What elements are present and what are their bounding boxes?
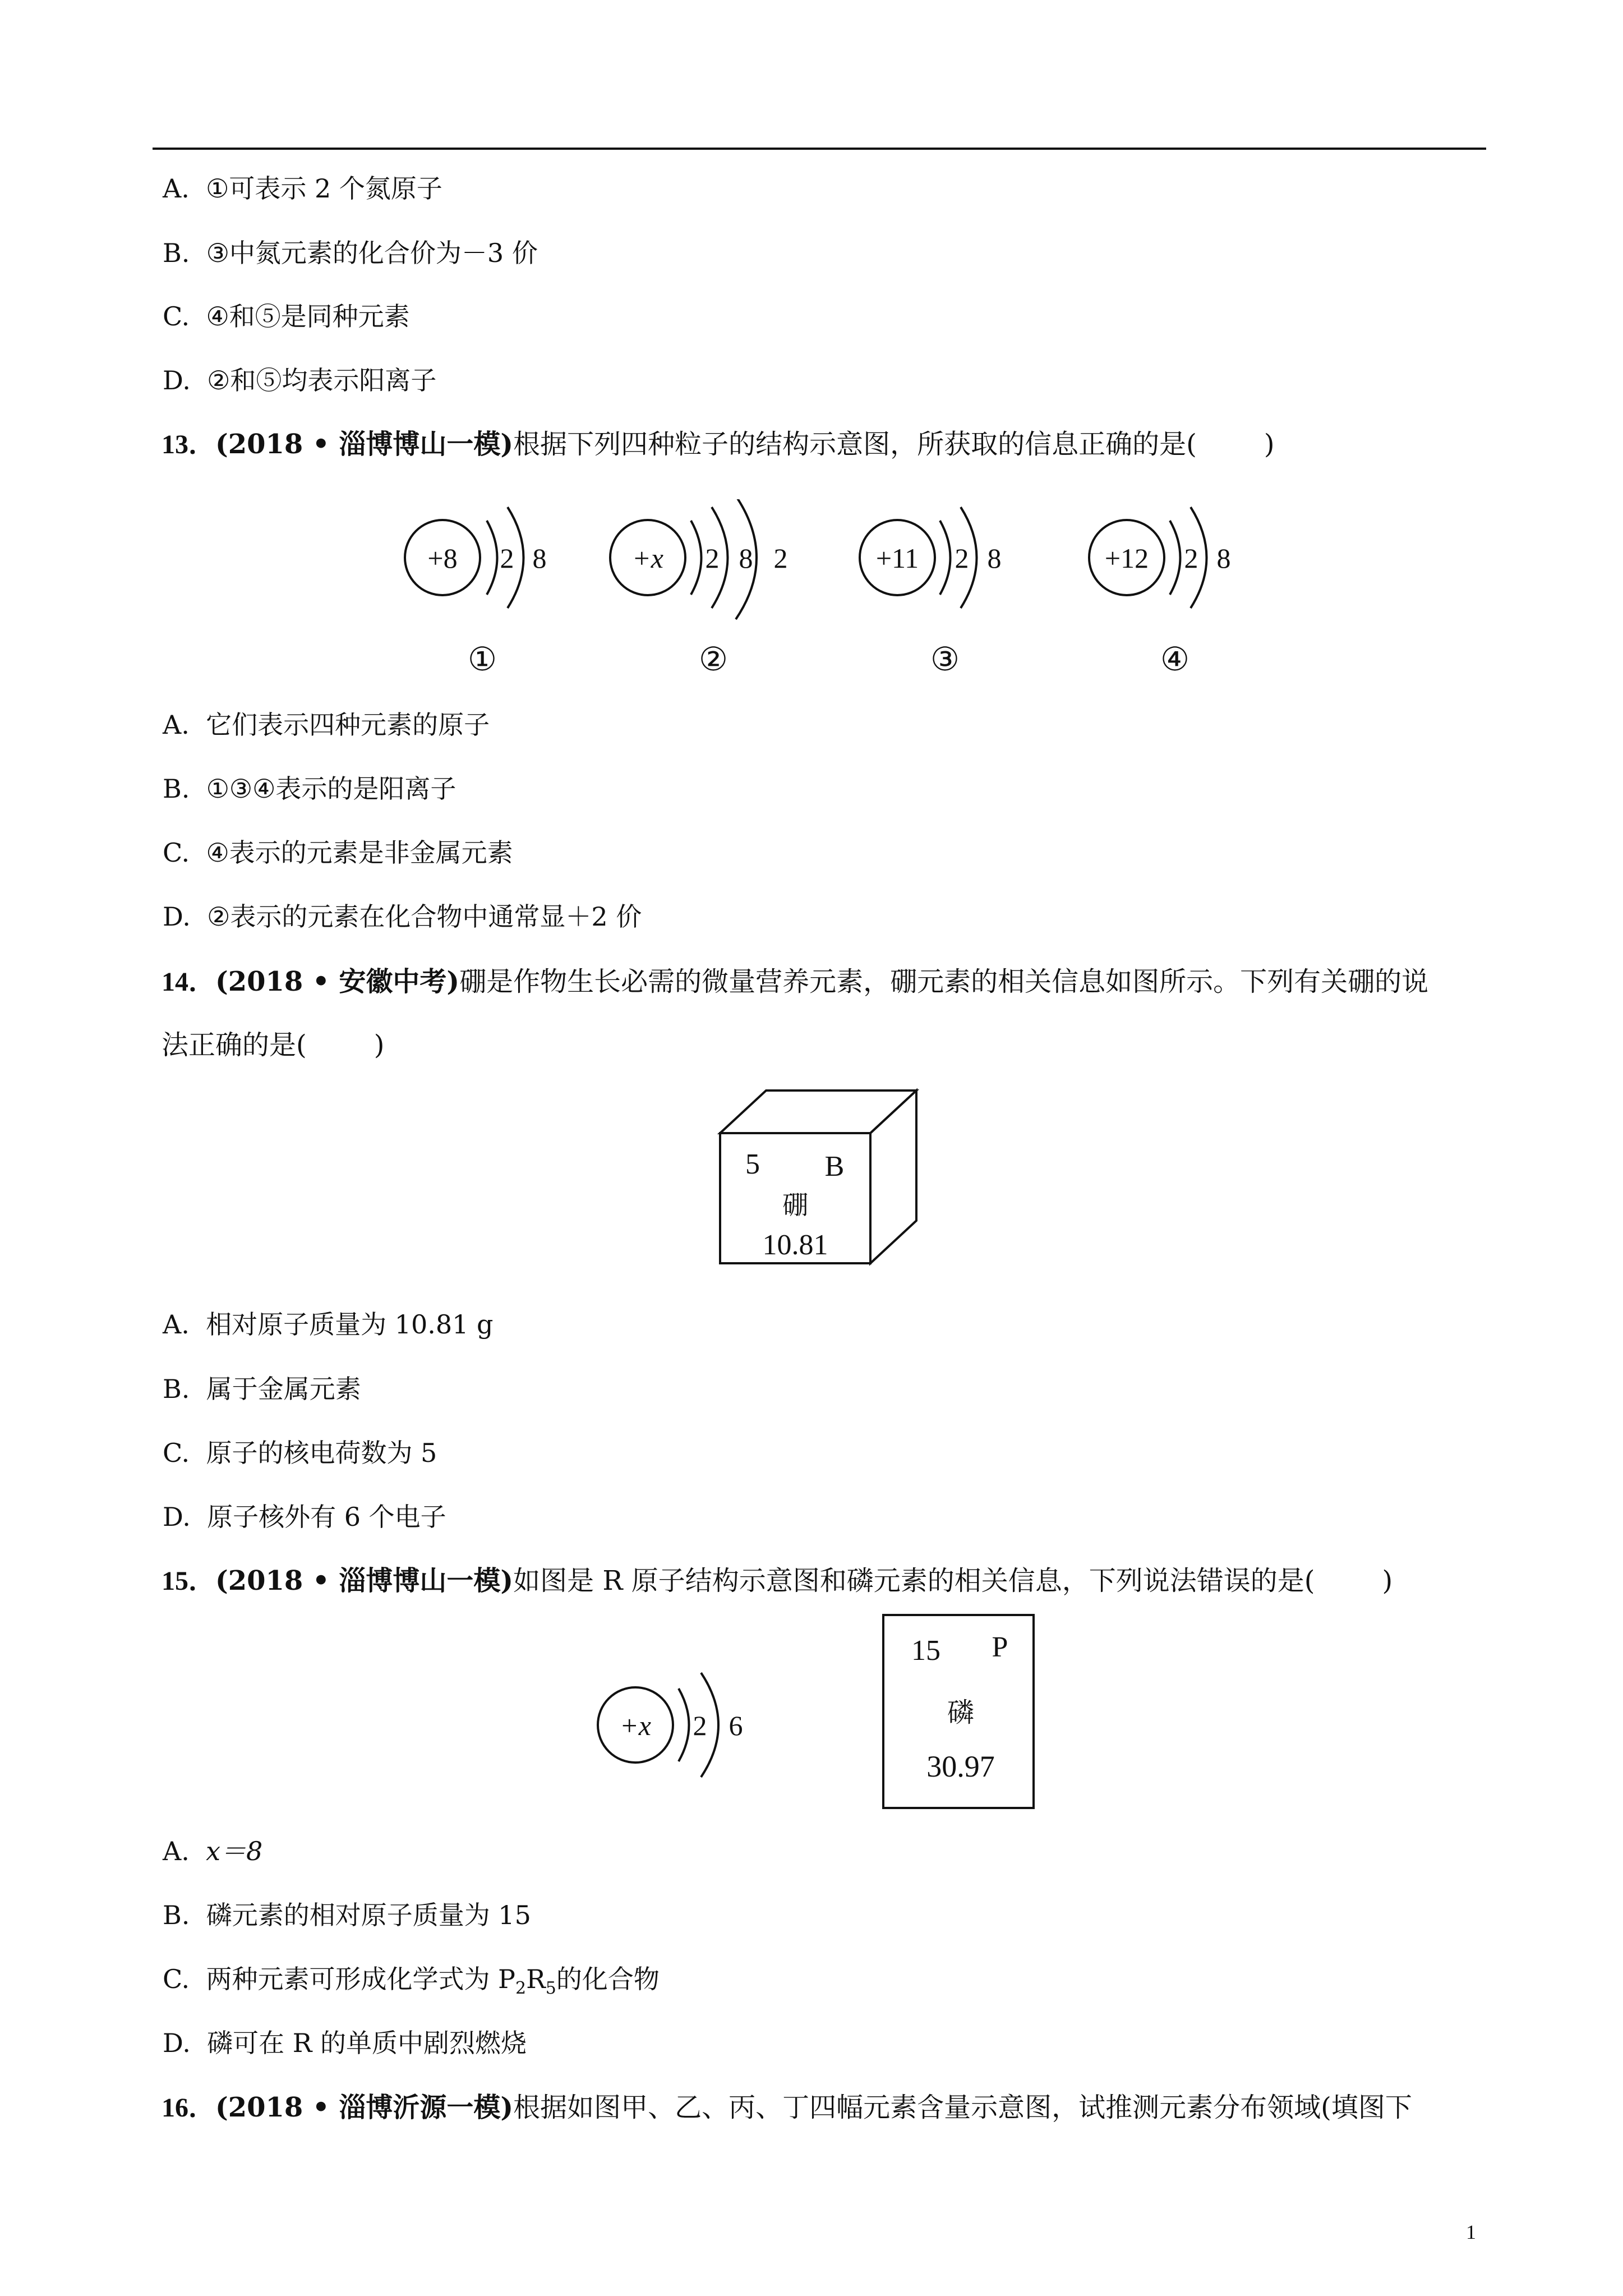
q13-p4-shell-2-count: 8 — [1216, 542, 1231, 574]
q13-p4-label: ④ — [1160, 641, 1189, 678]
q13-p1-shell-1 — [487, 521, 497, 595]
q14-option-c: C. 原子的核电荷数为 5 — [163, 1438, 437, 1468]
q15-phosphorus-card — [882, 1614, 1039, 1814]
q13-p2-label: ② — [699, 641, 728, 678]
q15-option-d: D. 磷可在 R 的单质中剧烈燃烧 — [163, 2028, 527, 2058]
q12-option-b: B. ③中氮元素的化合价为－3 价 — [163, 238, 538, 268]
q13-p3-shell-2-count: 8 — [987, 542, 1002, 574]
q12-option-c: C. ④和⑤是同种元素 — [163, 301, 410, 332]
phosphorus-name: 磷 — [947, 1698, 975, 1728]
q13-option-c: C. ④表示的元素是非金属元素 — [163, 838, 513, 868]
q15-shell-2-count: 6 — [728, 1710, 743, 1741]
q13-p1-label: ① — [468, 641, 497, 678]
q13-p3-label: ③ — [930, 641, 960, 678]
q13-p4-shell-1-count: 2 — [1184, 542, 1198, 574]
q13-option-a: A. 它们表示四种元素的原子 — [163, 710, 490, 740]
q15-stem: 15．(2018 • 淄博博山一模)如图是 R 原子结构示意图和磷元素的相关信息，下列说法错误的是( ) — [162, 1565, 1393, 1596]
page-number: 1 — [1466, 2221, 1476, 2243]
q13-option-d: D. ②表示的元素在化合物中通常显＋2 价 — [163, 901, 642, 932]
q15-atom-diagram — [589, 1604, 774, 1786]
phosphorus-atomic-number: 15 — [911, 1635, 940, 1667]
boron-atomic-number: 5 — [745, 1148, 760, 1180]
q13-p1-nucleus: +8 — [427, 542, 458, 574]
boron-symbol: B — [824, 1151, 845, 1182]
q14-option-a: A. 相对原子质量为 10.81 g — [163, 1309, 494, 1340]
q15-option-b: B. 磷元素的相对原子质量为 15 — [163, 1900, 531, 1930]
boron-mass: 10.81 — [762, 1229, 828, 1261]
q13-p3-shell-1-count: 2 — [955, 542, 969, 574]
q14-stem-line1: 14．(2018 • 安徽中考)硼是作物生长必需的微量营养元素，硼元素的相关信息如图所示。下列有关硼的说 — [162, 966, 1429, 997]
q13-p3-nucleus: +11 — [875, 542, 919, 574]
phosphorus-symbol: P — [992, 1631, 1008, 1663]
q13-p4-shell-1 — [1170, 521, 1181, 595]
q12-option-d: D. ②和⑤均表示阳离子 — [163, 365, 437, 395]
q16-stem: 16．(2018 • 淄博沂源一模)根据如图甲、乙、丙、丁四幅元素含量示意图，试推测元素分布领域(填图下 — [162, 2092, 1412, 2123]
q14-element-cube — [712, 1088, 925, 1281]
q13-p3-shell-1 — [940, 521, 951, 595]
q14-option-b: B. 属于金属元素 — [163, 1374, 361, 1404]
q12-option-a: A. ①可表示 2 个氮原子 — [163, 173, 442, 204]
q13-option-b: B. ①③④表示的是阳离子 — [163, 774, 457, 804]
q14-stem-line2: 法正确的是( ) — [162, 1029, 385, 1061]
q13-p2-shell-1-count: 2 — [705, 542, 720, 574]
header-rule — [153, 148, 1486, 150]
q13-p1-shell-1-count: 2 — [500, 542, 514, 574]
q13-p2-nucleus: +x — [632, 542, 663, 574]
q15-nucleus: +x — [620, 1710, 651, 1741]
q13-stem: 13．(2018 • 淄博博山一模)根据下列四种粒子的结构示意图，所获取的信息正确的是( ) — [162, 429, 1275, 460]
phosphorus-mass: 30.97 — [926, 1750, 995, 1783]
q14-option-d: D. 原子核外有 6 个电子 — [163, 1502, 446, 1532]
q15-option-a: A. x＝8 — [163, 1836, 263, 1866]
q15-shell-1 — [679, 1688, 689, 1761]
boron-name: 硼 — [782, 1191, 808, 1220]
q13-p2-shell-3-count: 2 — [773, 542, 788, 574]
q15-shell-1-count: 2 — [693, 1710, 707, 1741]
q15-option-c: C. 两种元素可形成化学式为 $P_2R_5$的化合物 — [163, 1964, 660, 1998]
q13-p4-nucleus: +12 — [1104, 542, 1149, 574]
q13-p1-shell-2-count: 8 — [532, 542, 547, 574]
q13-structure-diagrams — [393, 499, 1267, 681]
q13-p2-shell-2-count: 8 — [739, 542, 753, 574]
q13-p2-shell-1 — [691, 521, 702, 595]
